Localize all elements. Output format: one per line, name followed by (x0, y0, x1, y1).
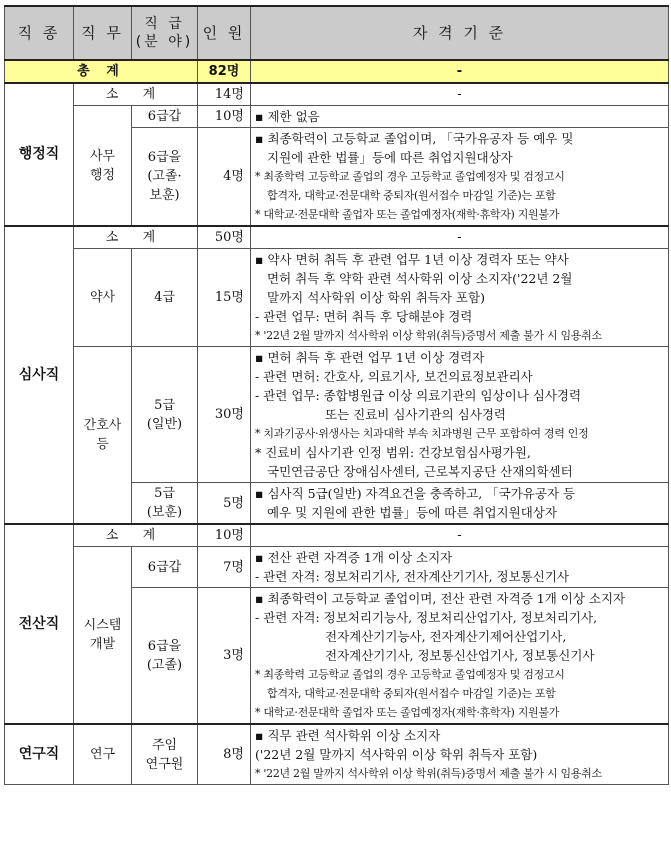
review-jobtype: 심사직 (5, 226, 74, 524)
it-subtotal-qual: - (251, 524, 669, 547)
count-cell: 10명 (198, 106, 251, 128)
qual-cell: ▪ 약사 면허 취득 후 관련 업무 1년 이상 경력자 또는 약사 면허 취득 후 약학 관련 석사학위 이상 소지자('22년 2월 말까지 석사학위 이상 학위 취득자 포함) - 관련 업무: 면허 취득 후 당해분야 경력 * '22년 2월 말까지 석사학위 이상 학위(취득)증명서 제출 불가 시 임용취소 (251, 249, 669, 347)
total-label: 총 계 (5, 60, 198, 83)
qual-cell: ▪ 최종학력이 고등학교 졸업이며, 전산 관련 자격증 1개 이상 소지자 - 관련 자격: 정보처리기능사, 정보처리산업기사, 정보처리기사, 전자계산기기능사, 전자계산기제어산업기사, 전자계산기기사, 정보통신산업기사, 정보통신기사 * 최종학력 고등학교 졸업의 경우 고등학교 졸업예정자 및 검정고시 합격자, 대학교·전문대학 중퇴자(원서접수 마감일 기준)는 포함 * 대학교·전문대학 졸업자 또는 졸업예정자(재학·휴학자) 지원불가 (251, 588, 669, 725)
review-subtotal-label: 소 계 (74, 226, 198, 249)
review-subtotal-row (5, 226, 669, 249)
grade-cell: 6급을 (고졸) (132, 588, 198, 725)
count-cell: 7명 (198, 547, 251, 588)
qual-cell: ▪ 직무 관련 석사학위 이상 소지자 ('22년 2월 말까지 석사학위 이상 학위 취득자 포함) * '22년 2월 말까지 석사학위 이상 학위(취득)증명서 제출 불가 시 임용취소 (251, 724, 669, 785)
count-cell: 3명 (198, 588, 251, 725)
header-headcount: 인 원 (198, 6, 251, 60)
grade-cell: 6급갑 (132, 547, 198, 588)
review-subtotal-count: 50명 (198, 226, 251, 249)
it-jobtype: 전산직 (5, 524, 74, 724)
it-subtotal-label: 소 계 (74, 524, 198, 547)
pharm-duty: 약사 (74, 249, 132, 347)
grade-cell: 6급갑 (132, 106, 198, 128)
grade-cell: 4급 (132, 249, 198, 347)
grade-cell: 주임 연구원 (132, 724, 198, 785)
count-cell: 5명 (198, 483, 251, 525)
admin-duty: 사무 행정 (74, 106, 132, 227)
header-qualifications: 자 격 기 준 (251, 6, 669, 60)
admin-subtotal-count: 14명 (198, 83, 251, 106)
total-qual: - (251, 60, 669, 83)
qual-cell: ▪ 심사직 5급(일반) 자격요건을 충족하고, 「국가유공자 등 예우 및 지원에 관한 법률」등에 따른 취업지원대상자 (251, 483, 669, 525)
review-subtotal-qual: - (251, 226, 669, 249)
admin-subtotal-row (5, 83, 669, 106)
table-row (5, 347, 669, 483)
table-row (5, 249, 669, 347)
admin-subtotal-qual: - (251, 83, 669, 106)
grade-cell: 6급을 (고졸· 보훈) (132, 128, 198, 227)
qual-cell: ▪ 전산 관련 자격증 1개 이상 소지자 - 관련 자격: 정보처리기사, 전자계산기기사, 정보통신기사 (251, 547, 669, 588)
research-jobtype: 연구직 (5, 724, 74, 785)
qual-cell: ▪ 면허 취득 후 관련 업무 1년 이상 경력자 - 관련 면허: 간호사, 의료기사, 보건의료정보관리사 - 관련 업무: 종합병원급 이상 의료기관의 임상이나 심사경력 또는 진료비 심사기관의 심사경력 * 치과기공사·위생사는 치과대학 부속 치과병원 근무 포함하여 경력 인정 * 진료비 심사기관 인정 범위: 건강보험심사평가원, 국민연금공단 장애심사센터, 근로복지공단 산재의학센터 (251, 347, 669, 483)
count-cell: 4명 (198, 128, 251, 227)
count-cell: 30명 (198, 347, 251, 483)
qual-cell: ▪ 제한 없음 (251, 106, 669, 128)
total-row (5, 60, 669, 83)
count-cell: 15명 (198, 249, 251, 347)
header-row (5, 6, 669, 60)
admin-subtotal-label: 소 계 (74, 83, 198, 106)
grade-cell: 5급 (일반) (132, 347, 198, 483)
admin-jobtype: 행정직 (5, 83, 74, 226)
table-row (5, 106, 669, 128)
header-job-type: 직 종 (5, 6, 74, 60)
total-count: 82명 (198, 60, 251, 83)
grade-cell: 5급 (보훈) (132, 483, 198, 525)
qual-cell: ▪ 최종학력이 고등학교 졸업이며, 「국가유공자 등 예우 및 지원에 관한 법률」등에 따른 취업지원대상자 * 최종학력 고등학교 졸업의 경우 고등학교 졸업예정자 및 검정고시 합격자, 대학교·전문대학 중퇴자(원서접수 마감일 기준)는 포함 * 대학교·전문대학 졸업자 또는 졸업예정자(재학·휴학자) 지원불가 (251, 128, 669, 227)
table-row (5, 547, 669, 588)
recruitment-table (4, 5, 669, 785)
header-grade: 직 급 (분 야) (132, 6, 198, 60)
table-row (5, 724, 669, 785)
header-duty: 직 무 (74, 6, 132, 60)
count-cell: 8명 (198, 724, 251, 785)
it-subtotal-row (5, 524, 669, 547)
it-subtotal-count: 10명 (198, 524, 251, 547)
research-duty: 연구 (74, 724, 132, 785)
nurse-duty: 간호사 등 (74, 347, 132, 525)
it-duty: 시스템 개발 (74, 547, 132, 725)
